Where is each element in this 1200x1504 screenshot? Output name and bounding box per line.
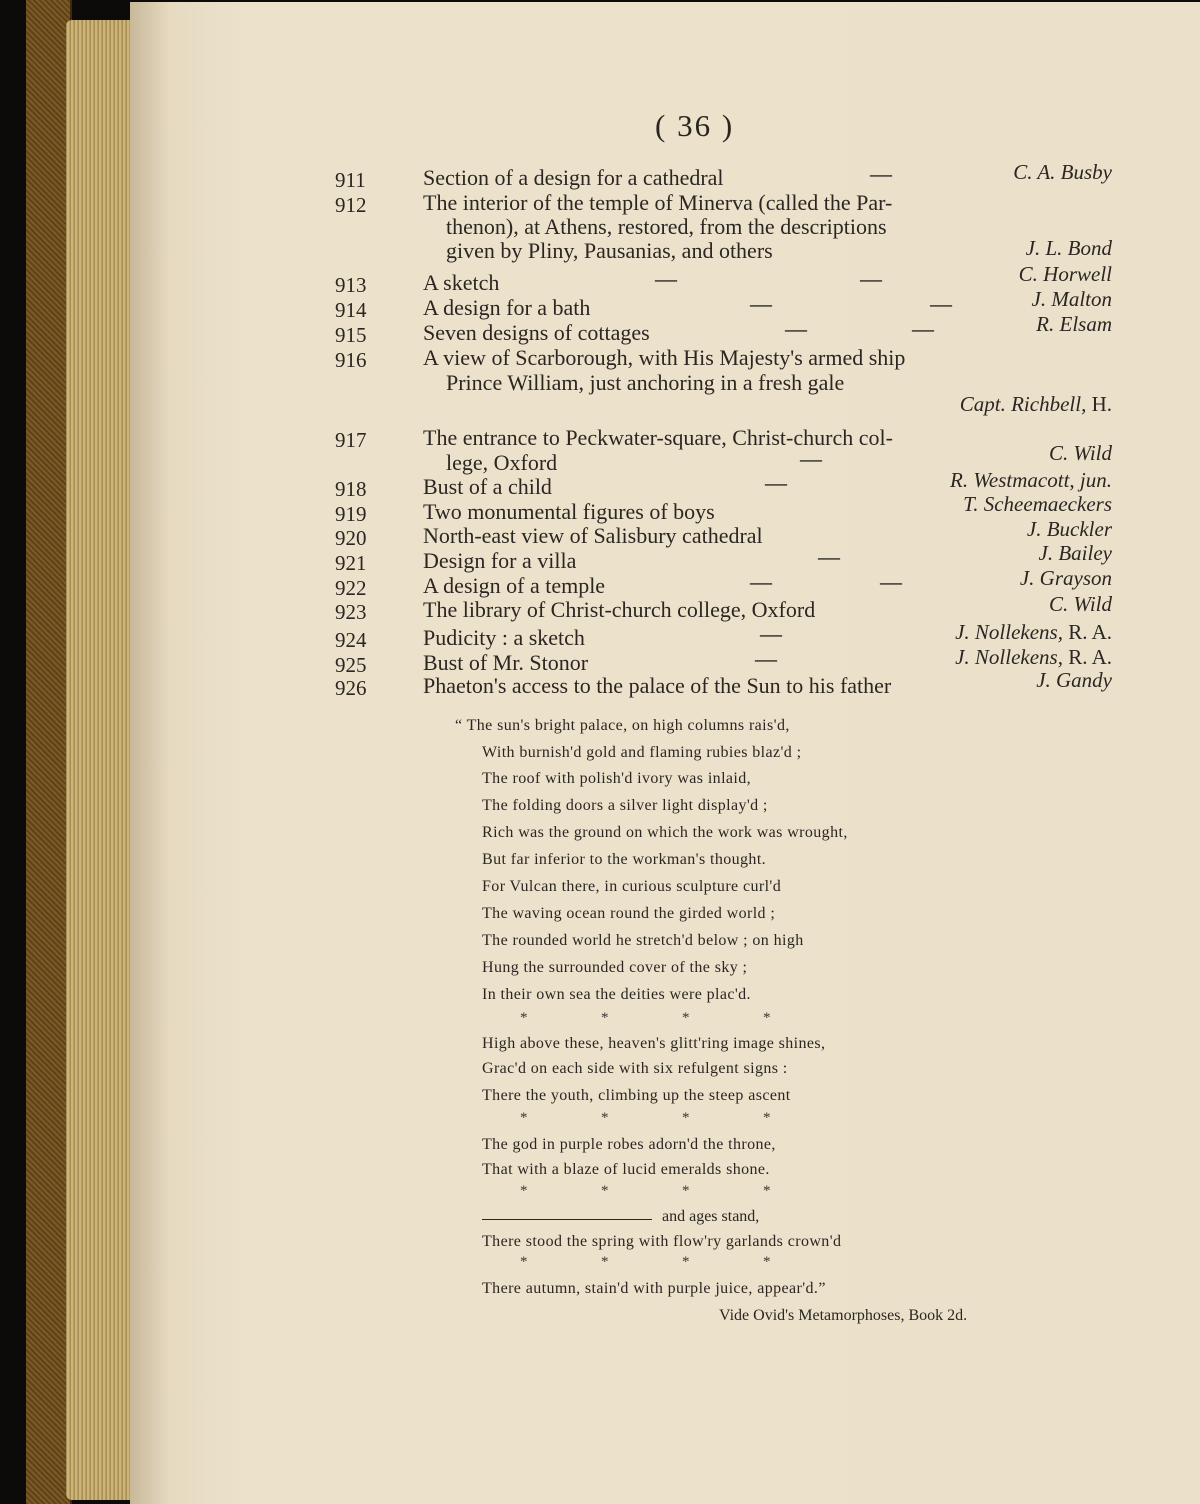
entry-title: Two monumental figures of boys xyxy=(423,499,715,524)
entry-title: Bust of a child xyxy=(423,474,552,499)
artist-name xyxy=(1019,262,1112,287)
artist-name-text: J. Grayson xyxy=(1019,566,1112,590)
entry-title: The interior of the temple of Minerva (called the Par- xyxy=(423,190,893,215)
entry-title: A design of a temple xyxy=(423,573,606,598)
poem-line: and ages stand, xyxy=(662,1208,760,1225)
entry-artist-row xyxy=(0,566,1200,592)
entry-number: 919 xyxy=(335,502,367,526)
artist-name xyxy=(1039,541,1112,566)
entry-title: Phaeton's access to the palace of the Sun to his father xyxy=(423,673,892,698)
entry-number: 913 xyxy=(335,273,367,297)
entry-number: 916 xyxy=(335,348,367,372)
star-mark: * xyxy=(682,1254,690,1270)
entry-title: Seven designs of cottages xyxy=(423,320,650,345)
entry-title: Bust of Mr. Stonor xyxy=(423,650,589,675)
poem-line: For Vulcan there, in curious sculpture curl'd xyxy=(482,878,782,895)
dash-separator: — xyxy=(655,266,677,291)
dash-separator: — xyxy=(800,446,822,471)
dash-separator: — xyxy=(755,646,777,671)
entry-artist-row xyxy=(0,592,1200,618)
poem-line: There autumn, stain'd with purple juice, appear'd.” xyxy=(482,1280,826,1297)
poem-line: That with a blaze of lucid emeralds shone. xyxy=(482,1161,770,1178)
dash-separator: — xyxy=(818,544,840,569)
page-number: ( 36 ) xyxy=(655,108,735,143)
poem-line: In their own sea the deities were plac'd. xyxy=(482,986,751,1003)
star-mark: * xyxy=(520,1110,528,1126)
entry-title: The library of Christ-church college, Oxford xyxy=(423,597,816,622)
artist-name xyxy=(1013,160,1112,185)
star-mark: * xyxy=(763,1183,771,1199)
poem-line: Hung the surrounded cover of the sky ; xyxy=(482,959,748,976)
poem-line: The roof with polish'd ivory was inlaid, xyxy=(482,770,752,787)
entry-title: North-east view of Salisbury cathedral xyxy=(423,523,763,548)
entry-title: A design for a bath xyxy=(423,295,591,320)
entry-number: 924 xyxy=(335,628,367,652)
entry-number: 926 xyxy=(335,676,367,700)
quotation-source: Vide Ovid's Metamorphoses, Book 2d. xyxy=(719,1307,968,1324)
entry-title: Section of a design for a cathedral xyxy=(423,165,724,190)
poem-line: Grac'd on each side with six refulgent signs : xyxy=(482,1060,788,1077)
entry-number: 922 xyxy=(335,576,367,600)
entry-title: thenon), at Athens, restored, from the descriptions xyxy=(446,214,887,239)
poem-line: The folding doors a silver light display'd ; xyxy=(482,797,768,814)
entry-artist-row xyxy=(0,468,1200,494)
entry-number: 925 xyxy=(335,653,367,677)
artist-name xyxy=(955,645,1112,670)
dash-separator: — xyxy=(860,266,882,291)
dash-separator: — xyxy=(880,569,902,594)
artist-name xyxy=(1020,566,1112,591)
dash-separator: — xyxy=(785,316,807,341)
omission-rule xyxy=(482,1219,652,1220)
entry-number: 911 xyxy=(335,168,366,192)
star-mark: * xyxy=(601,1010,609,1026)
artist-name-text: J. L. Bond xyxy=(1025,236,1112,260)
entry-artist-row xyxy=(0,392,1200,418)
artist-name xyxy=(1032,287,1112,312)
artist-suffix: R. A. xyxy=(1068,620,1112,644)
artist-name xyxy=(1027,517,1112,542)
artist-name xyxy=(1049,441,1112,466)
star-mark: * xyxy=(520,1183,528,1199)
artist-name xyxy=(955,620,1112,645)
star-mark: * xyxy=(520,1254,528,1270)
poem-line: But far inferior to the workman's thought. xyxy=(482,851,767,868)
entry-title: A sketch xyxy=(423,270,500,295)
dash-separator: — xyxy=(765,470,787,495)
star-mark: * xyxy=(682,1010,690,1026)
entry-title: The entrance to Peckwater-square, Christ-church col- xyxy=(423,425,893,450)
dash-separator: — xyxy=(750,291,772,316)
entry-title: lege, Oxford xyxy=(446,450,558,475)
artist-name-text: R. Westmacott, jun. xyxy=(950,468,1112,492)
entry-artist-row xyxy=(0,236,1200,262)
poem-line: High above these, heaven's glitt'ring image shines, xyxy=(482,1035,826,1052)
poem-line: The god in purple robes adorn'd the throne, xyxy=(482,1136,776,1153)
entry-number: 917 xyxy=(335,428,367,452)
artist-name-text: J. Gandy xyxy=(1036,668,1112,692)
poem-line: There stood the spring with flow'ry garlands crown'd xyxy=(482,1233,842,1250)
poem-line: Rich was the ground on which the work was wrought, xyxy=(482,824,848,841)
star-mark: * xyxy=(601,1110,609,1126)
entry-artist-row xyxy=(0,492,1200,518)
artist-name-text: C. Wild xyxy=(1048,592,1112,616)
artist-name-text: J. Malton xyxy=(1031,287,1112,311)
artist-name-text: C. Horwell xyxy=(1018,262,1112,286)
entry-title: A view of Scarborough, with His Majesty's armed ship xyxy=(423,345,906,370)
entry-artist-row xyxy=(0,160,1200,186)
artist-name xyxy=(1036,312,1112,337)
artist-name-text: J. Nollekens, xyxy=(955,620,1063,644)
entry-number: 914 xyxy=(335,298,367,322)
star-mark: * xyxy=(520,1010,528,1026)
star-mark: * xyxy=(601,1183,609,1199)
artist-name xyxy=(1036,668,1112,693)
entry-number: 920 xyxy=(335,526,367,550)
star-mark: * xyxy=(682,1183,690,1199)
entry-artist-row xyxy=(0,668,1200,694)
poem-line: The rounded world he stretch'd below ; on high xyxy=(482,932,804,949)
artist-suffix: H. xyxy=(1091,392,1112,416)
entry-number: 915 xyxy=(335,323,367,347)
star-mark: * xyxy=(682,1110,690,1126)
entry-number: 912 xyxy=(335,193,367,217)
artist-name-text: C. Wild xyxy=(1048,441,1112,465)
star-mark: * xyxy=(763,1010,771,1026)
star-mark: * xyxy=(601,1254,609,1270)
poem-line: With burnish'd gold and flaming rubies blaz'd ; xyxy=(482,744,802,761)
artist-name xyxy=(1049,592,1112,617)
entry-title: Design for a villa xyxy=(423,548,577,573)
entry-artist-row xyxy=(0,312,1200,338)
dash-separator: — xyxy=(930,291,952,316)
artist-name-text: J. Buckler xyxy=(1026,517,1112,541)
artist-name-text: C. A. Busby xyxy=(1013,160,1112,184)
poem-line: The waving ocean round the girded world ; xyxy=(482,905,776,922)
entry-artist-row xyxy=(0,441,1200,467)
poem-line: “ The sun's bright palace, on high columns rais'd, xyxy=(455,717,790,734)
artist-name-text: J. Bailey xyxy=(1038,541,1112,565)
artist-name-text: J. Nollekens, xyxy=(955,645,1063,669)
dash-separator: — xyxy=(750,569,772,594)
artist-name xyxy=(963,492,1112,517)
entry-line xyxy=(0,190,1200,216)
entry-title: given by Pliny, Pausanias, and others xyxy=(446,238,773,263)
entry-artist-row xyxy=(0,287,1200,313)
entry-number: 918 xyxy=(335,477,367,501)
entry-artist-row xyxy=(0,517,1200,543)
artist-suffix: R. A. xyxy=(1068,645,1112,669)
artist-name xyxy=(950,468,1112,493)
dash-separator: — xyxy=(870,161,892,186)
artist-name-text: Capt. Richbell, xyxy=(959,392,1087,416)
star-mark: * xyxy=(763,1254,771,1270)
star-mark: * xyxy=(763,1110,771,1126)
entry-artist-row xyxy=(0,541,1200,567)
poem-line: There the youth, climbing up the steep ascent xyxy=(482,1087,791,1104)
entry-artist-row xyxy=(0,262,1200,288)
artist-name-text: R. Elsam xyxy=(1036,312,1112,336)
artist-name-text: T. Scheemaeckers xyxy=(963,492,1112,516)
entry-title: Prince William, just anchoring in a fresh gale xyxy=(446,370,845,395)
entry-title: Pudicity : a sketch xyxy=(423,625,585,650)
entry-artist-row xyxy=(0,620,1200,646)
dash-separator: — xyxy=(760,621,782,646)
artist-name xyxy=(960,392,1112,417)
entry-number: 923 xyxy=(335,600,367,624)
entry-number: 921 xyxy=(335,551,367,575)
dash-separator: — xyxy=(912,316,934,341)
artist-name xyxy=(1026,236,1112,261)
entry-line xyxy=(0,345,1200,371)
